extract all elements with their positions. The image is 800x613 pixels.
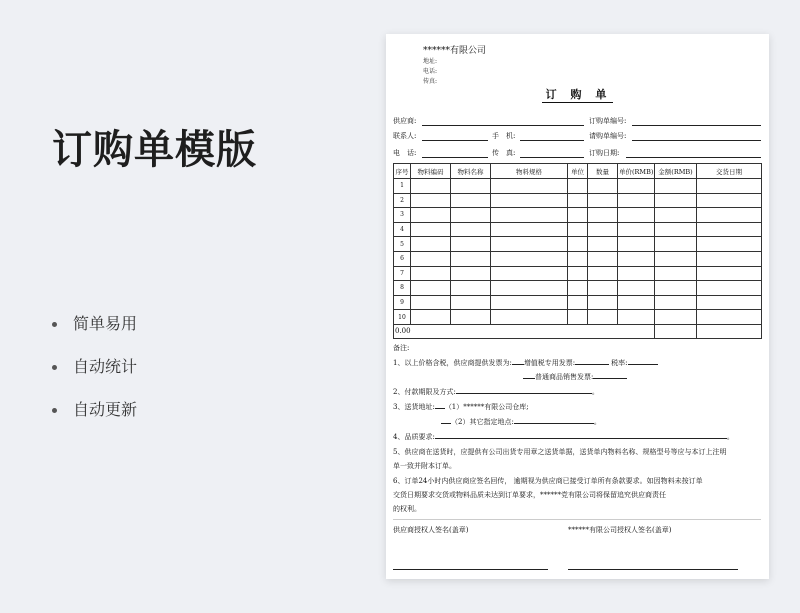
order-date-line [626,157,761,158]
note-1: 1、以上价格含税，供应商提供发票为: 增值税专用发票: 税率: [393,358,658,368]
supplier-line [422,125,584,126]
feature-item: 自动更新 [52,398,137,441]
note-6-cont: 交货日期要求交货或物料品质未达到订单要求，******党有限公司将保留追究供应商责任 [393,491,666,499]
note-4: 4、品质要求: 。 [393,433,734,441]
table-row: 9 [394,295,762,310]
order-no-label: 订购单编号: [589,117,627,125]
order-no-line [632,125,761,126]
table-row: 10 [394,310,762,325]
company-signature-label: ******有限公司授权人签名(盖章) [568,526,672,534]
bullet-icon [52,365,57,370]
table-row: 5 [394,237,762,252]
notes-heading: 备注: [393,344,410,352]
total-value: 0.00 [394,324,655,338]
order-items-table [393,163,762,339]
feature-list [52,312,137,441]
contact-label: 联系人: [393,132,417,140]
table-row: 6 [394,251,762,266]
table-row: 3 [394,208,762,223]
page-title: 订购单模版 [52,127,257,173]
fax-label: 传 真: [492,149,516,157]
note-3: 3、送货地址: （1）******有限公司仓库; [393,403,529,411]
table-row: 2 [394,193,762,208]
table-row: 8 [394,281,762,296]
mobile-line [520,140,584,141]
note-3-other: （2）其它指定地点: 。 [441,417,601,427]
requisition-no-label: 请购单编号: [589,132,627,140]
col-header: 金额(RMB) [655,164,697,179]
company-name: ******有限公司 [423,46,487,56]
col-header: 序号 [394,164,411,179]
col-header: 单价(RMB) [618,164,655,179]
table-header-row [394,164,762,179]
fax-info-label: 传真: [423,78,438,85]
col-header: 物料名称 [451,164,491,179]
phone-info-label: 电话: [423,68,438,75]
note-6-end: 的权利。 [393,505,421,513]
col-header: 单位 [568,164,588,179]
col-header: 物料编码 [411,164,451,179]
col-header: 物料规格 [491,164,568,179]
supplier-label: 供应商: [393,117,417,125]
phone-label: 电 话: [393,149,417,157]
col-header: 数量 [588,164,618,179]
divider [393,519,761,520]
feature-item: 自动统计 [52,355,137,398]
supplier-signature-line [393,569,548,570]
requisition-no-line [632,140,761,141]
document-title: 订 购 单 [386,86,769,102]
note-5-cont: 单一致并附本订单。 [393,462,456,470]
phone-line [422,157,488,158]
note-5: 5、供应商在送货时，应提供有公司出货专用章之送货单据，送货单内物料名称、规格型号等应与本订上注明 [393,448,727,456]
total-row [394,324,762,338]
bullet-icon [52,408,57,413]
feature-item: 简单易用 [52,312,137,355]
mobile-label: 手 机: [492,132,516,140]
supplier-signature-label: 供应商授权人签名(盖章) [393,526,469,534]
table-row: 4 [394,222,762,237]
note-1-invoice: 普通商品销售发票: [523,372,627,382]
order-date-label: 订购日期: [589,149,620,157]
col-header: 交货日期 [697,164,762,179]
order-form-preview [386,34,769,579]
note-2: 2、付款期限及方式: 。 [393,388,599,396]
bullet-icon [52,322,57,327]
address-label: 地址: [423,58,438,65]
contact-line [422,140,488,141]
note-6: 6、订单24小时内供应商应签名回传， 逾期视为供应商已接受订单所有条款要求。如因物料未按订单 [393,477,703,485]
fax-line [520,157,584,158]
table-row: 1 [394,179,762,194]
company-signature-line [568,569,738,570]
table-row: 7 [394,266,762,281]
